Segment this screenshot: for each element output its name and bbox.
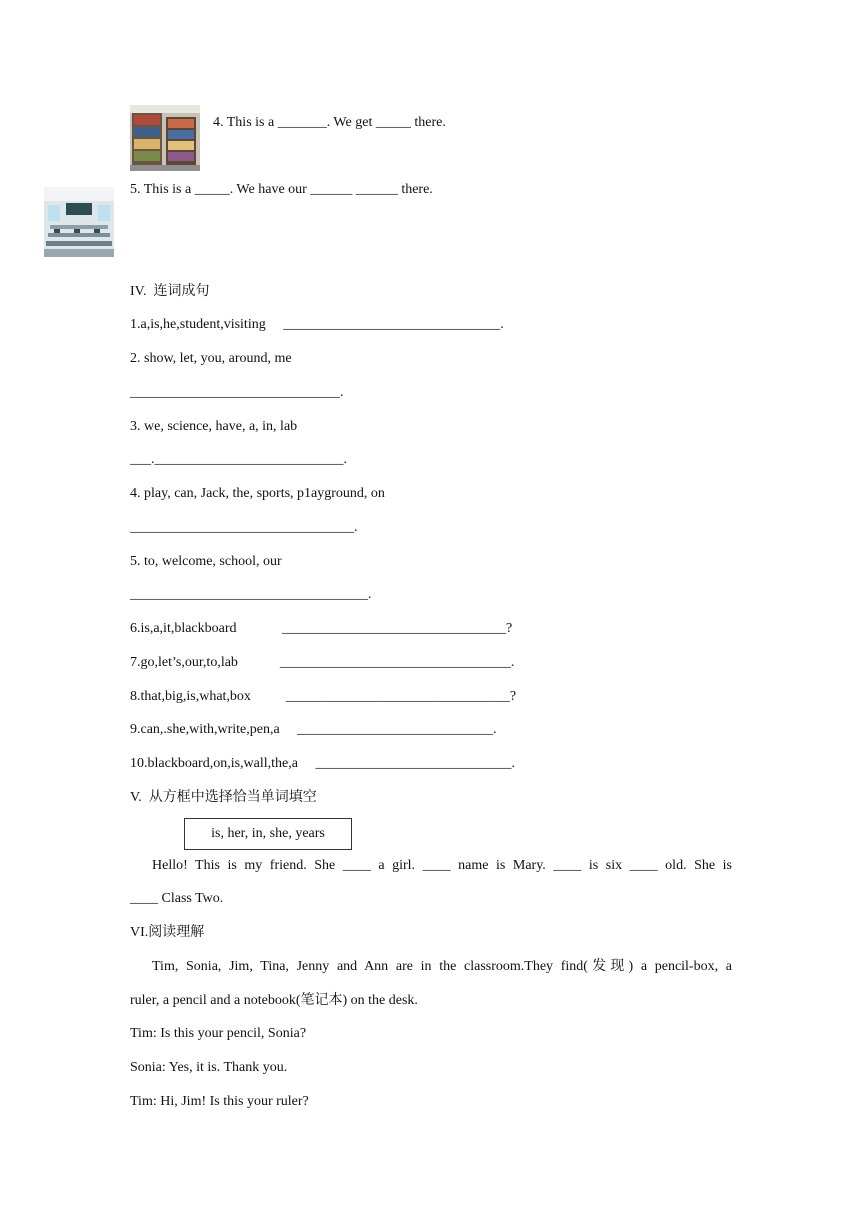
s4-answer-4: ________________________________. <box>130 520 358 535</box>
library-picture <box>130 105 200 171</box>
s5-paragraph-line-2: ____ Class Two. <box>130 891 224 906</box>
s4-line-7: 7.go,let’s,our,to,lab _________________________________. <box>130 655 515 670</box>
classroom-picture <box>44 187 114 257</box>
section-6-title: VI.阅读理解 <box>130 925 205 940</box>
s4-answer-3: ___.___________________________. <box>130 452 347 467</box>
s4-answer-2: ______________________________. <box>130 385 344 400</box>
s4-line-4: 4. play, can, Jack, the, sports, p1ayground, on <box>130 486 385 501</box>
s6-passage-line-2: ruler, a pencil and a notebook(笔记本) on the desk. <box>130 993 418 1008</box>
section-4-title: IV. 连词成句 <box>130 284 210 299</box>
s4-answer-5: __________________________________. <box>130 587 372 602</box>
word-bank-box: is, her, in, she, years <box>184 818 352 850</box>
s4-line-8: 8.that,big,is,what,box ________________________________? <box>130 689 517 704</box>
s4-line-9: 9.can,.she,with,write,pen,a ____________________________. <box>130 722 497 737</box>
section-5-title: V. 从方框中选择恰当单词填空 <box>130 790 317 805</box>
s6-dialogue-2: Sonia: Yes, it is. Thank you. <box>130 1060 288 1075</box>
s6-dialogue-3: Tim: Hi, Jim! Is this your ruler? <box>130 1094 309 1109</box>
s5-paragraph-line-1: Hello! This is my friend. She ____ a girl. ____ name is Mary. ____ is six ____ old. She is <box>152 858 732 873</box>
s4-line-1: 1.a,is,he,student,visiting _______________________________. <box>130 317 504 332</box>
s4-line-10: 10.blackboard,on,is,wall,the,a ____________________________. <box>130 756 515 771</box>
question-4: 4. This is a _______. We get _____ there. <box>213 115 446 130</box>
s4-line-3: 3. we, science, have, a, in, lab <box>130 419 298 434</box>
s6-passage-line-1: Tim, Sonia, Jim, Tina, Jenny and Ann are in the classroom.They find(发现) a pencil-box, a <box>152 959 732 974</box>
s4-line-5: 5. to, welcome, school, our <box>130 554 282 569</box>
s4-line-2: 2. show, let, you, around, me <box>130 351 292 366</box>
question-5: 5. This is a _____. We have our ______ ______ there. <box>130 182 433 197</box>
s6-dialogue-1: Tim: Is this your pencil, Sonia? <box>130 1026 307 1041</box>
s4-line-6: 6.is,a,it,blackboard ________________________________? <box>130 621 513 636</box>
